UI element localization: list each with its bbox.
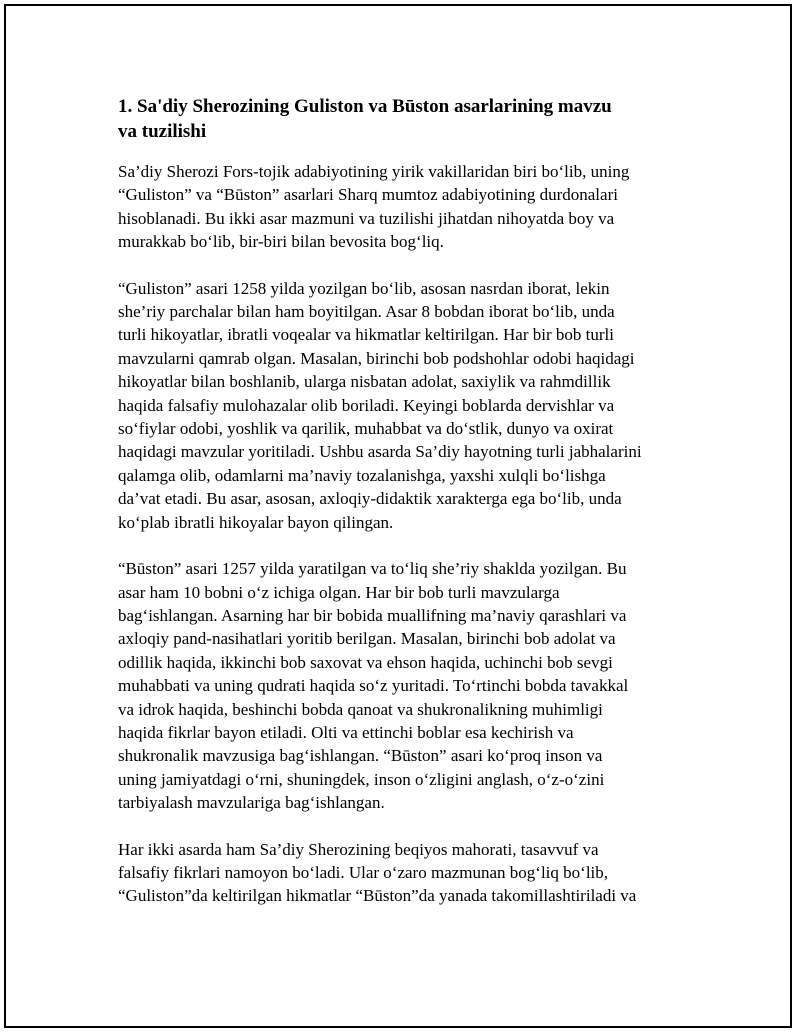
text-line: va idrok haqida, beshinchi bobda qanoat va shukronalikning muhimligi	[118, 699, 603, 719]
text-line: murakkab bo‘lib, bir-biri bilan bevosita bog‘liq.	[118, 232, 444, 252]
text-line: “Guliston” asari 1258 yilda yozilgan bo‘lib, asosan nasrdan iborat, lekin	[118, 278, 610, 298]
text-line: shukronalik mavzusiga bag‘ishlangan. “Būston” asari ko‘proq inson va	[118, 746, 603, 766]
text-line: hisoblanadi. Bu ikki asar mazmuni va tuzilishi jihatdan nihoyatda boy va	[118, 208, 615, 228]
text-line: bag‘ishlangan. Asarning har bir bobida muallifning ma’naviy qarashlari va	[118, 605, 627, 625]
text-line: mavzularni qamrab olgan. Masalan, birinchi bob podshohlar odobi haqidagi	[118, 348, 635, 368]
heading-line: va tuzilishi	[118, 121, 207, 142]
paragraph-conclusion	[118, 838, 680, 908]
document-body	[118, 94, 680, 931]
text-line: hikoyatlar bilan boshlanib, ularga nisbatan adolat, saxiylik va rahmdillik	[118, 372, 611, 392]
text-line: falsafiy fikrlari namoyon bo‘ladi. Ular o‘zaro mazmunan bog‘liq bo‘lib,	[118, 862, 609, 882]
text-line: da’vat etadi. Bu asar, asosan, axloqiy-didaktik xarakterga ega bo‘lib, unda	[118, 489, 622, 509]
text-line: “Guliston”da keltirilgan hikmatlar “Būston”da yanada takomillashtiriladi va	[118, 886, 637, 906]
text-line: turli hikoyatlar, ibratli voqealar va hikmatlar keltirilgan. Har bir bob turli	[118, 325, 614, 345]
text-line: tarbiyalash mavzulariga bag‘ishlangan.	[118, 793, 385, 813]
text-line: axloqiy pand-nasihatlari yoritib berilgan. Masalan, birinchi bob adolat va	[118, 629, 616, 649]
text-line: “Guliston” va “Būston” asarlari Sharq mumtoz adabiyotining durdonalari	[118, 185, 618, 205]
text-line: haqidagi mavzular yoritiladi. Ushbu asarda Sa’diy hayotning turli jabhalarini	[118, 442, 642, 462]
paragraph-buston	[118, 557, 680, 814]
paragraph-guliston	[118, 277, 680, 534]
text-line: Har ikki asarda ham Sa’diy Sherozining beqiyos mahorati, tasavvuf va	[118, 839, 599, 859]
text-line: Sa’diy Sherozi Fors-tojik adabiyotining yirik vakillaridan biri bo‘lib, uning	[118, 162, 630, 181]
text-line: asar ham 10 bobni o‘z ichiga olgan. Har bir bob turli mavzularga	[118, 582, 560, 602]
text-line: odillik haqida, ikkinchi bob saxovat va ehson haqida, uchinchi bob sevgi	[118, 652, 613, 672]
text-line: haqida falsafiy mulohazalar olib boriladi. Keyingi boblarda dervishlar va	[118, 395, 615, 415]
text-line: uning jamiyatdagi o‘rni, shuningdek, inson o‘zligini anglash, o‘z-o‘zini	[118, 769, 605, 789]
paragraph-intro	[118, 160, 680, 254]
text-line: qalamga olib, odamlarni ma’naviy tozalanishga, yaxshi xulqli bo‘lishga	[118, 465, 606, 485]
text-line: “Būston” asari 1257 yilda yaratilgan va to‘liq she’riy shaklda yozilgan. Bu	[118, 559, 627, 579]
section-heading	[118, 94, 680, 144]
text-line: so‘fiylar odobi, yoshlik va qarilik, muhabbat va do‘stlik, dunyo va oxirat	[118, 419, 614, 439]
text-line: haqida fikrlar bayon etiladi. Olti va ettinchi boblar esa kechirish va	[118, 722, 574, 742]
text-line: ko‘plab ibratli hikoyalar bayon qilingan.	[118, 512, 394, 532]
heading-line: 1. Sa'diy Sherozining Guliston va Būston asarlarining mavzu	[118, 96, 612, 117]
text-line: muhabbati va uning qudrati haqida so‘z yuritadi. To‘rtinchi bobda tavakkal	[118, 676, 629, 696]
text-line: she’riy parchalar bilan ham boyitilgan. Asar 8 bobdan iborat bo‘lib, unda	[118, 302, 615, 322]
